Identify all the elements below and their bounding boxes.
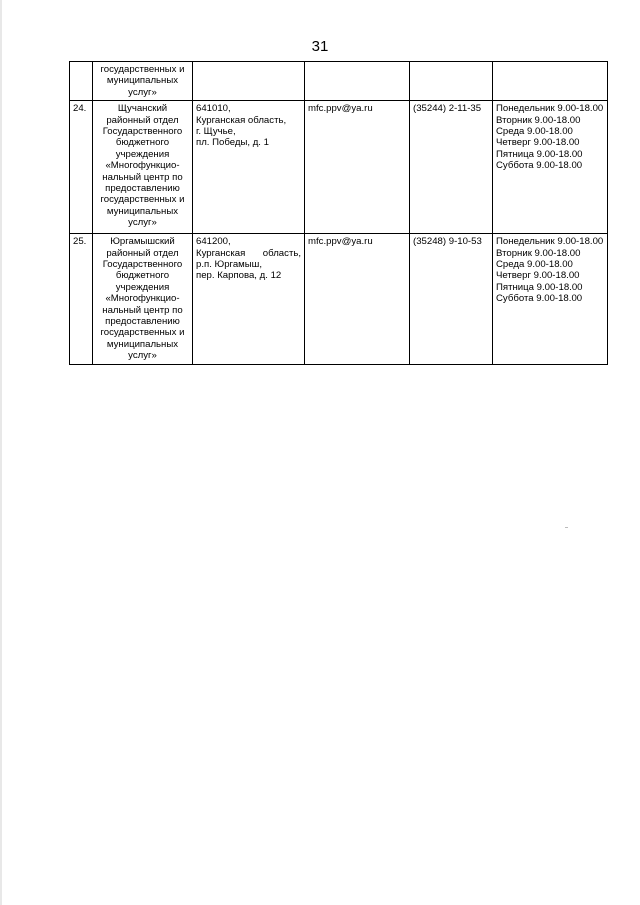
organization-line: Юргамышский	[110, 236, 175, 248]
email-cell	[305, 234, 410, 364]
hours-line: Пятница 9.00-18.00	[496, 148, 583, 160]
hours-line: Суббота 9.00-18.00	[496, 293, 583, 305]
row-number: 24.	[73, 103, 87, 115]
organization-line: муниципальных	[106, 338, 179, 350]
phone-text: (35248) 9-10-53	[413, 236, 482, 248]
page-number: 31	[311, 38, 329, 55]
organization-line: бюджетного	[115, 137, 170, 149]
organization-line: районный отдел	[106, 114, 179, 126]
address-line: пл. Победы, д. 1	[196, 137, 269, 149]
hours-line: Четверг 9.00-18.00	[496, 137, 580, 149]
organization-cell	[93, 101, 193, 234]
mfc-offices-table	[69, 61, 608, 365]
hours-line: Понедельник 9.00-18.00	[496, 103, 604, 115]
organization-line: Государственного	[102, 259, 183, 271]
organization-line: учреждения	[115, 148, 170, 160]
address-cell	[193, 234, 305, 364]
hours-line: Четверг 9.00-18.00	[496, 270, 580, 282]
organization-cell	[93, 234, 193, 364]
hours-line: Среда 9.00-18.00	[496, 126, 573, 138]
phone-cell	[410, 101, 493, 234]
organization-line: услуг»	[128, 217, 157, 229]
email-text: mfc.ppv@ya.ru	[308, 236, 373, 248]
organization-line: предоставлению	[105, 183, 180, 195]
row-number: 25.	[73, 236, 87, 248]
organization-line: нальный центр по	[102, 171, 183, 183]
email-text: mfc.ppv@ya.ru	[308, 103, 373, 115]
hours-cell	[493, 234, 608, 364]
organization-line: услуг»	[128, 350, 157, 362]
address-cell	[193, 101, 305, 234]
hours-line: Пятница 9.00-18.00	[496, 281, 583, 293]
organization-line: услуг»	[128, 86, 157, 98]
hours-line: Вторник 9.00-18.00	[496, 247, 581, 259]
address-line: Курганская область,	[196, 247, 301, 259]
phone-cell	[410, 62, 493, 101]
address-line: пер. Карпова, д. 12	[196, 270, 282, 282]
row-number-cell	[70, 62, 93, 101]
hours-line: Среда 9.00-18.00	[496, 259, 573, 271]
organization-line: государственных и	[100, 327, 185, 339]
organization-line: учреждения	[115, 281, 170, 293]
hours-line: Суббота 9.00-18.00	[496, 160, 583, 172]
organization-cell	[93, 62, 193, 101]
address-line: г. Щучье,	[196, 126, 236, 138]
organization-line: Государственного	[102, 126, 183, 138]
row-number-cell	[70, 101, 93, 234]
address-cell	[193, 62, 305, 101]
hours-cell	[493, 101, 608, 234]
email-cell	[305, 62, 410, 101]
organization-line: муниципальных	[106, 75, 179, 87]
hours-line: Понедельник 9.00-18.00	[496, 236, 604, 248]
table-row	[70, 101, 608, 234]
hours-cell	[493, 62, 608, 101]
address-line: Курганская область,	[196, 114, 287, 126]
phone-text: (35244) 2-11-35	[413, 103, 482, 115]
address-line: 641200,	[196, 236, 231, 248]
table-row	[70, 62, 608, 101]
organization-line: Щучанский	[117, 103, 168, 115]
organization-line: нальный центр по	[102, 304, 183, 316]
address-line: 641010,	[196, 103, 231, 115]
hours-line: Вторник 9.00-18.00	[496, 114, 581, 126]
organization-line: «Многофункцио-	[105, 293, 180, 305]
address-line: р.п. Юргамыш,	[196, 259, 263, 271]
page-edge-shadow	[0, 0, 2, 905]
organization-line: государственных и	[100, 194, 185, 206]
organization-line: районный отдел	[106, 247, 179, 259]
organization-line: «Многофункцио-	[105, 160, 180, 172]
phone-cell	[410, 234, 493, 364]
scan-speck	[565, 527, 568, 528]
organization-line: государственных и	[100, 64, 185, 75]
organization-line: предоставлению	[105, 316, 180, 328]
table-row	[70, 234, 608, 364]
organization-line: бюджетного	[115, 270, 170, 282]
email-cell	[305, 101, 410, 234]
row-number-cell	[70, 234, 93, 364]
organization-line: муниципальных	[106, 205, 179, 217]
